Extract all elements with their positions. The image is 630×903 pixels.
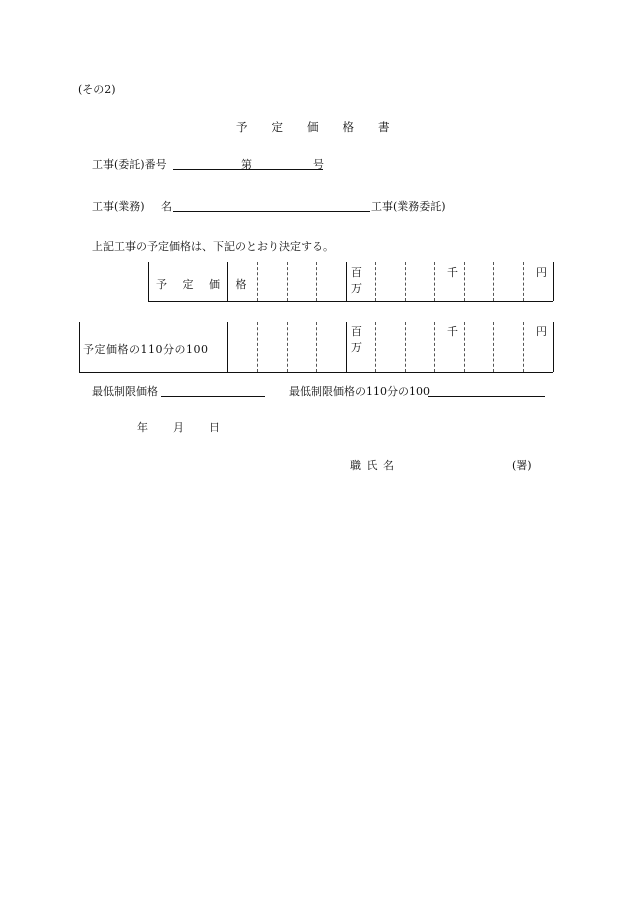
digit-separator: [316, 262, 317, 301]
date-day: 日: [209, 421, 220, 434]
work-number-go: 号: [313, 158, 324, 171]
date-year: 年: [137, 421, 148, 434]
digit-separator: [464, 322, 465, 372]
digit-separator: [434, 262, 435, 301]
digit-separator: [523, 322, 524, 372]
unit-hyakuman-top: 百: [351, 325, 362, 338]
price-110-table-right-border: [553, 322, 554, 372]
price-110-table-left-border: [79, 322, 80, 372]
work-name-label: 工事(業務): [92, 200, 145, 213]
price-110-table-bottom-border: [79, 372, 553, 373]
digit-separator-major: [346, 322, 347, 372]
min-price-field[interactable]: [161, 396, 265, 397]
unit-hyakuman-bottom: 万: [351, 341, 362, 354]
min-price-110-field[interactable]: [428, 396, 545, 397]
digit-separator: [434, 322, 435, 372]
work-number-label: 工事(委託)番号: [92, 158, 167, 171]
digit-separator: [464, 262, 465, 301]
unit-sen: 千: [447, 325, 458, 338]
price-table-bottom-border: [148, 301, 553, 302]
digit-separator: [375, 262, 376, 301]
price-110-table-label-divider: [227, 322, 228, 372]
price-110-table-label: 予定価格の110分の100: [83, 343, 209, 356]
digit-separator: [287, 322, 288, 372]
unit-hyakuman-top: 百: [351, 266, 362, 279]
digit-separator: [287, 262, 288, 301]
work-number-dai: 第: [241, 158, 252, 171]
digit-separator: [493, 322, 494, 372]
page-title: 予定価格書: [236, 120, 414, 134]
unit-hyakuman-bottom: 万: [351, 282, 362, 295]
work-name-suffix: 工事(業務委託): [371, 200, 446, 213]
digit-separator: [375, 322, 376, 372]
statement-text: 上記工事の予定価格は、下記のとおり決定する。: [92, 240, 334, 253]
digit-separator: [257, 262, 258, 301]
digit-separator: [405, 322, 406, 372]
digit-separator-major: [346, 262, 347, 301]
digit-separator: [257, 322, 258, 372]
min-price-label: 最低制限価格: [92, 385, 158, 398]
price-table-label: 予 定 価 格: [156, 278, 253, 291]
work-name-label-name: 名: [161, 200, 172, 213]
digit-separator: [493, 262, 494, 301]
unit-en: 円: [536, 325, 547, 338]
digit-separator: [405, 262, 406, 301]
unit-sen: 千: [447, 266, 458, 279]
work-name-field[interactable]: [173, 211, 370, 212]
digit-separator: [316, 322, 317, 372]
digit-separator: [523, 262, 524, 301]
unit-en: 円: [536, 266, 547, 279]
section-label: (その2): [78, 83, 116, 96]
price-table-left-border: [148, 262, 149, 301]
min-price-110-label: 最低制限価格の110分の100: [289, 385, 430, 398]
signature-label: 職 氏 名: [350, 459, 395, 472]
price-table-right-border: [553, 262, 554, 301]
signature-seal: (署): [512, 459, 532, 472]
date-month: 月: [173, 421, 184, 434]
